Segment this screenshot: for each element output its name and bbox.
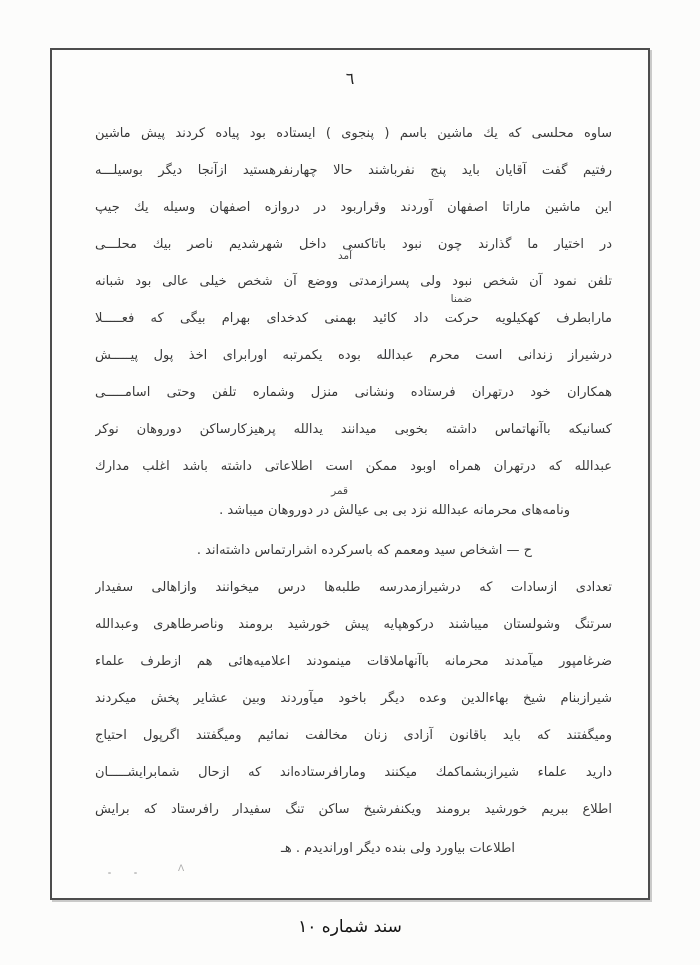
interlinear-note: قمر bbox=[331, 485, 348, 497]
interlinear-note: آمد bbox=[337, 250, 352, 262]
manuscript-line: عبدالله که درتهران همراه اوبود ممکن است اطلاعاتی داشته باشد اغلب مدارك bbox=[95, 459, 612, 474]
pencil-caret-mark: Λ bbox=[178, 864, 185, 874]
manuscript-line: اطلاع ببريم خورشيد برومند ويکنفرشيخ ساکن تنگ سفيدار رافرستاد که برايش bbox=[95, 802, 612, 817]
manuscript-line: رفتيم گفت آقايان بايد پنج نفرباشند حالا چهارنفرهستيد ازآنجا ديگر بوسيلـــه bbox=[95, 163, 612, 178]
page-number: ٦ bbox=[345, 69, 355, 88]
manuscript-line: ونامه‌های محرمانه عبدالله نزد بی بی عيالش در دوروهان ميباشد . bbox=[219, 503, 570, 518]
manuscript-line: داريد علماء شيرازبشماکمك ميکنند ومارافرستاده‌اند که ازحال شمابرايشـــــان bbox=[95, 765, 612, 780]
manuscript-line: در اختيار ما گذارند چون نبود باتاکسی داخل شهرشديم ناصر بيك محلـــی bbox=[95, 237, 612, 252]
manuscript-line: اين ماشين ماراتا اصفهان آوردند وقراربود در دروازه اصفهان وسيله يك جيپ bbox=[95, 200, 612, 215]
document-frame bbox=[50, 48, 650, 900]
manuscript-line: شيرازبنام شيخ بهاءالدين وعده ديگر باخود ميآوردند وبين عشاير پخش ميکردند bbox=[95, 691, 612, 706]
manuscript-line: ح — اشخاص سيد ومعمم که باسرکرده اشرارتماس داشته‌اند . bbox=[196, 543, 532, 558]
manuscript-line: همکاران خود درتهران فرستاده ونشانی منزل وشماره تلفن وحتی اسامـــــی bbox=[95, 385, 612, 400]
manuscript-line: درشيراز زندانی است محرم عبدالله بوده يكمرتبه اورابرای اخذ پول پيـــــش bbox=[95, 348, 612, 363]
manuscript-line: ضرغامپور ميآمدند محرمانه باآنهاملاقات مينمودند اعلاميه‌هائی هم ازطرف علماء bbox=[95, 654, 612, 669]
manuscript-line: سرتنگ وشولستان ميباشند درکوهپايه پيش خورشيد برومند وناصرطاهری وعبدالله bbox=[95, 617, 612, 632]
manuscript-line: وميگفتند که بايد باقانون آزادی زنان مخالفت نمائيم وميگفتند اگرپول احتياج bbox=[95, 728, 612, 743]
interlinear-note: ضمنا bbox=[450, 293, 472, 305]
manuscript-line: مارابطرف کهکيلويه حرکت داد کائيد بهمنی کدخدای بهرام بيگی که فعـــــلا bbox=[95, 311, 612, 326]
manuscript-line: کسانيکه باآنهاتماس داشته بخوبی ميدانند يدالله پرهيزکارساکن دوروهان نوکر bbox=[95, 422, 612, 437]
manuscript-line: ساوه محلسی که يك ماشين باسم ( پنجوی ) ايستاده بود پياده کردند پيش ماشين bbox=[95, 126, 612, 141]
manuscript-line: تلفن نمود آن شخص نبود ولی پسرازمدتی ووضع آن شخص خيلی عالی بود شبانه bbox=[95, 274, 612, 289]
pencil-smudge-dot bbox=[108, 872, 111, 874]
document-caption: سند شماره ۱۰ bbox=[298, 917, 402, 937]
pencil-smudge-dot bbox=[134, 872, 137, 874]
manuscript-line: تعدادی ازسادات که درشيرازمدرسه طلبه‌ها درس ميخوانند وازاهالی سفيدار bbox=[95, 580, 612, 595]
manuscript-line: اطلاعات بياورد ولی بنده ديگر اورانديدم . هـ bbox=[281, 841, 515, 856]
